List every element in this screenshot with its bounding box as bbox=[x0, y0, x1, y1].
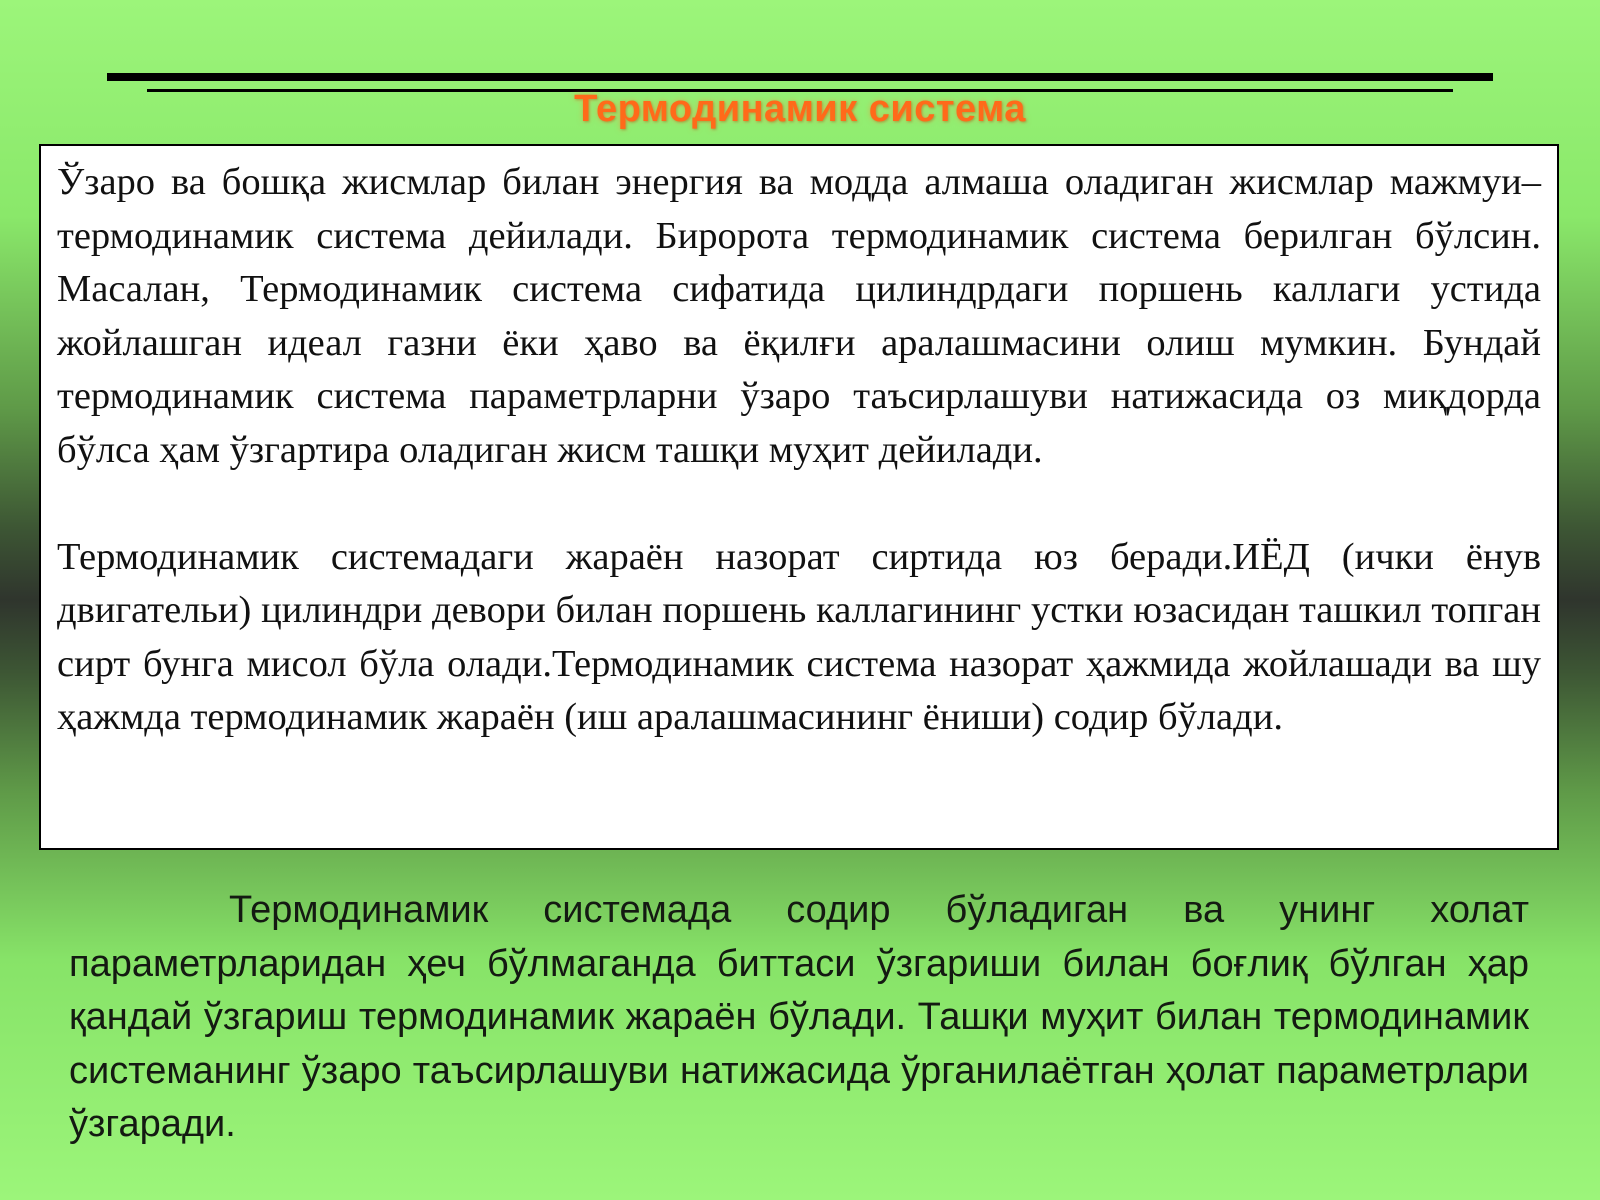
definition-text-box bbox=[39, 144, 1559, 850]
title-rule-thick bbox=[107, 73, 1493, 81]
definition-paragraph-1: Ўзаро ва бошқа жисмлар билан энергия ва модда алмаша оладиган жисмлар мажмуи–термодинамик система дейилади. Биророта термодинамик система берилган бўлсин. Масалан, Термодинамик система сифатида цилиндрдаги поршень каллаги устида жойлашган идеал газни ёки ҳаво ва ёқилғи аралашмасини олиш мумкин. Бундай термодинамик система параметрларни ўзаро таъсирлашуви натижасида оз миқдорда бўлса ҳам ўзгартира оладиган жисм ташқи муҳит дейилади. bbox=[57, 161, 1541, 471]
slide-title: Термодинамик система bbox=[574, 88, 1026, 130]
process-paragraph: Термодинамик системада содир бўладиган ва унинг холат параметрларидан ҳеч бўлмаганда биттаси ўзгариши билан боғлиқ бўлган ҳар қандай ўзгариш термодинамик жараён бўлади. Ташқи муҳит билан термодинамик системанинг ўзаро таъсирлашуви натижасида ўрганилаётган ҳолат параметрлари ўзгаради. bbox=[69, 889, 1529, 1145]
definition-paragraph-2: Термодинамик системадаги жараён назорат сиртида юз беради.ИЁД (ички ёнув двигательи) цилиндри девори билан поршень каллагининг устки юзасидан ташкил топган сирт бунга мисол бўла олади.Термодинамик система назорат ҳажмида жойлашади ва шу ҳажмда термодинамик жараён (иш аралашмасининг ёниши) содир бўлади. bbox=[57, 535, 1541, 738]
